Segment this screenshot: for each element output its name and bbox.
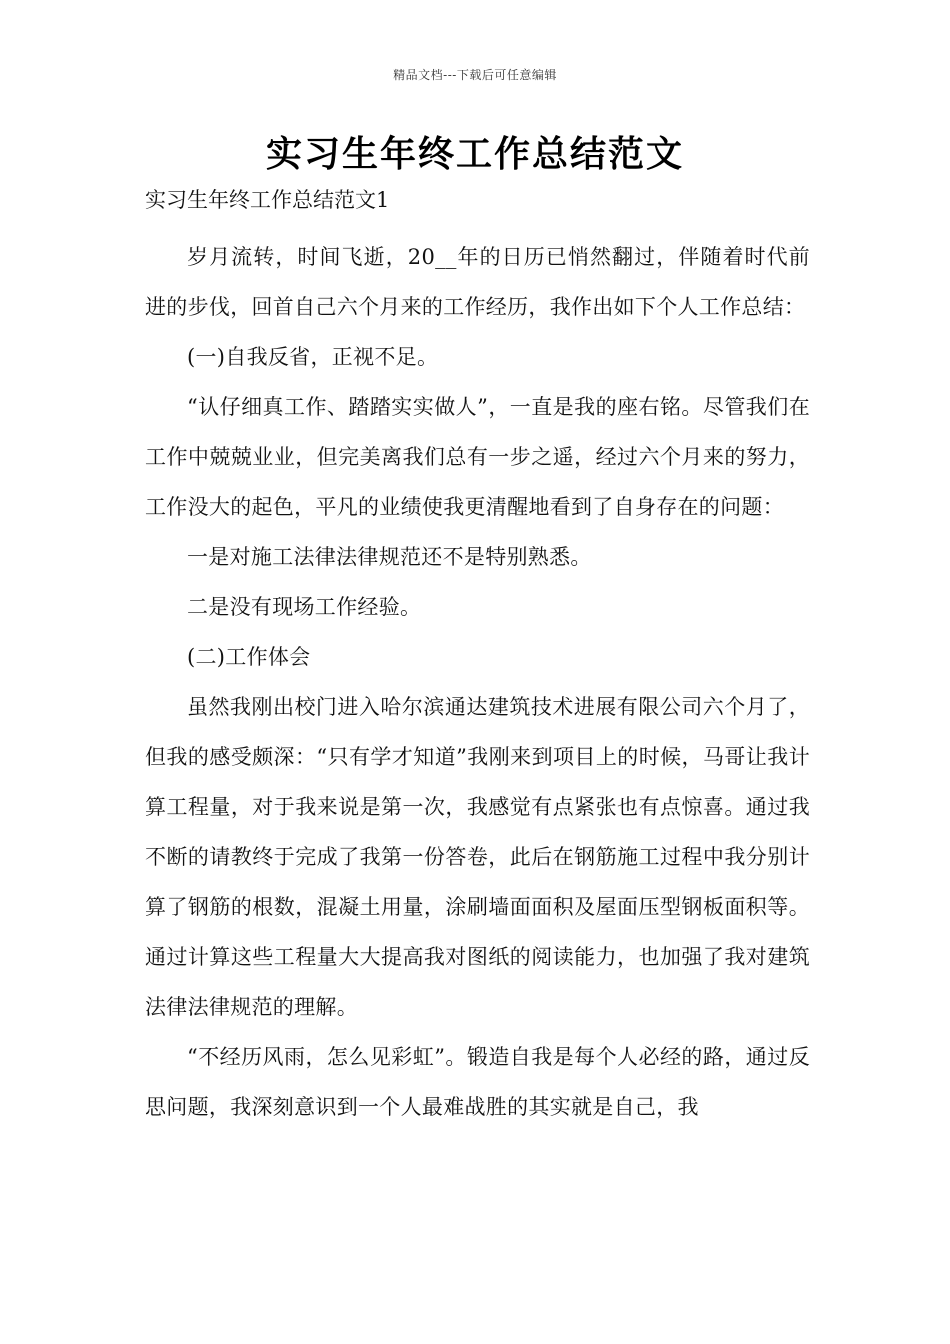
paragraph-work-experience: 虽然我刚出校门进入哈尔滨通达建筑技术进展有限公司六个月了，但我的感受颇深：“只有学才知道”我刚来到项目上的时候，马哥让我计算工程量，对于我来说是第一次，我感觉有点紧张也有点惊喜。通过我不断的请教终于完成了我第一份答卷，此后在钢筋施工过程中我分别计算了钢筋的根数，混凝土用量，涂刷墙面面积及屋面压型钢板面积等。通过计算这些工程量大大提高我对图纸的阅读能力，也加强了我对建筑法律法律规范的理解。: [145, 695, 810, 1019]
paragraph-intro: 岁月流转，时间飞逝，20__年的日历已悄然翻过，伴随着时代前进的步伐，回首自己六个月来的工作经历，我作出如下个人工作总结：: [145, 245, 810, 319]
paragraph-motto: “认仔细真工作、踏踏实实做人”，一直是我的座右铭。尽管我们在工作中兢兢业业，但完美离我们总有一步之遥，经过六个月来的努力，工作没大的起色，平凡的业绩使我更清醒地看到了自身存在的问题：: [145, 395, 810, 519]
list-item-problem-2: 二是没有现场工作经验。: [187, 595, 422, 619]
document-title: 实习生年终工作总结范文: [265, 133, 684, 175]
paragraph-reflection: “不经历风雨，怎么见彩虹”。锻造自我是每个人必经的路，通过反思问题，我深刻意识到一个人最难战胜的其实就是自己，我: [145, 1045, 810, 1119]
list-item-problem-1: 一是对施工法律法律规范还不是特别熟悉。: [187, 545, 592, 569]
section-heading-work-experience: (二)工作体会: [187, 645, 311, 669]
document-body: [145, 182, 810, 1132]
header-note: 精品文档---下载后可任意编辑: [393, 68, 557, 82]
section-subtitle: 实习生年终工作总结范文1: [145, 188, 390, 212]
section-heading-self-reflection: (一)自我反省，正视不足。: [187, 345, 439, 369]
